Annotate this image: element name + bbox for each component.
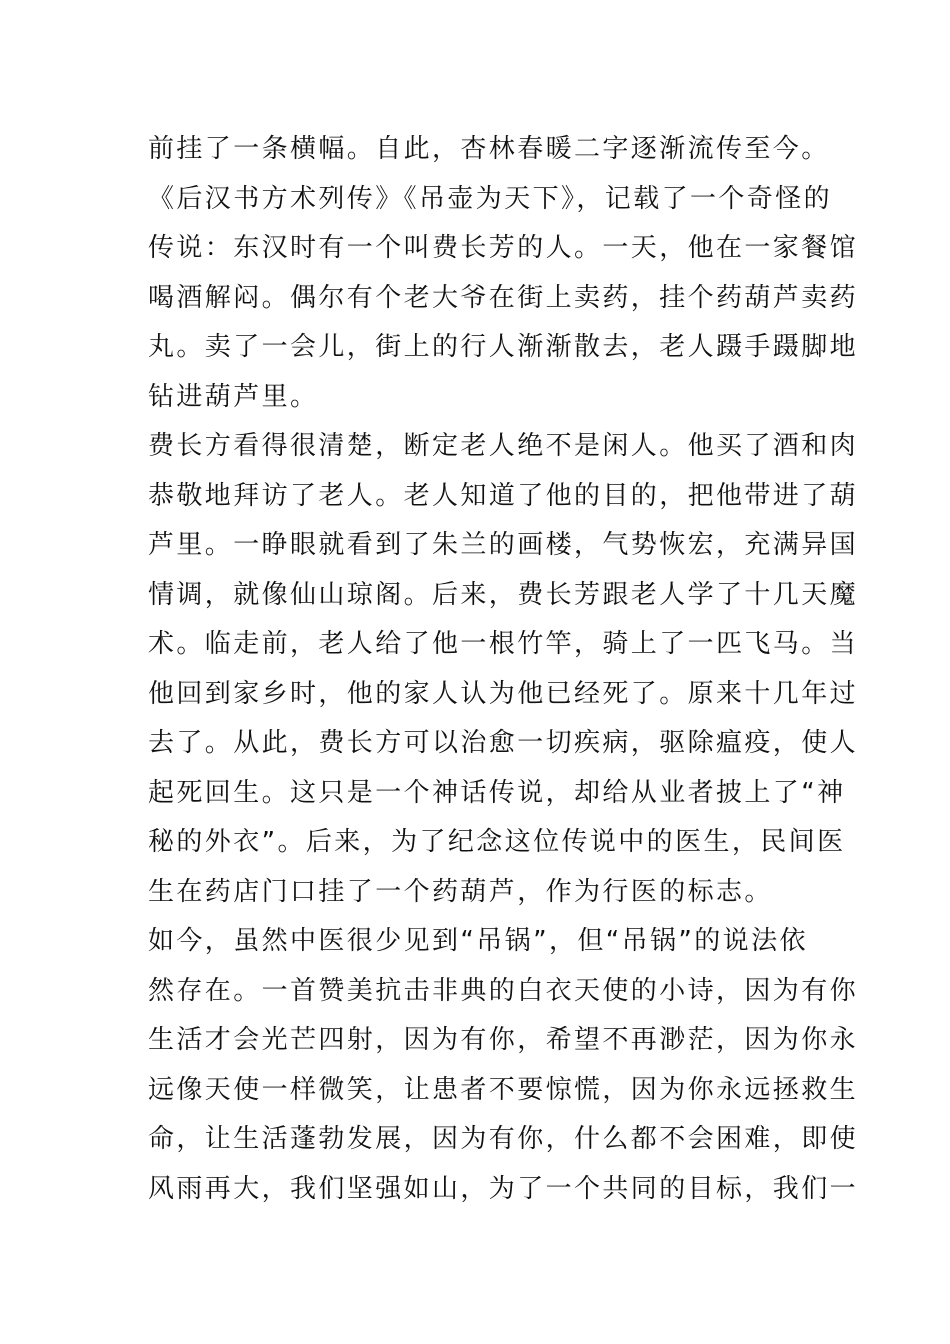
text-line: 丸。卖了一会儿，街上的行人渐渐散去，老人蹑手蹑脚地 [148, 332, 859, 362]
text-line: 恭敬地拜访了老人。老人知道了他的目的，把他带进了葫 [148, 480, 859, 511]
text-line: 去了。从此，费长方可以治愈一切疾病，驱除瘟疫，使人 [148, 728, 859, 758]
text-line: 然存在。一首赞美抗击非典的白衣天使的小诗，因为有你 [148, 975, 859, 1006]
text-line: 喝酒解闷。偶尔有个老大爷在街上卖药，挂个药葫芦卖药 [148, 282, 859, 313]
text-line: 芦里。一睁眼就看到了朱兰的画楼，气势恢宏，充满异国 [148, 530, 859, 560]
text-line: 秘的外衣”。后来，为了纪念这位传说中的医生，民间医 [148, 827, 846, 857]
text-line: 起死回生。这只是一个神话传说，却给从业者披上了“神 [148, 777, 846, 808]
text-line: 钻进葫芦里。 [148, 381, 319, 412]
text-line: 费长方看得很清楚，断定老人绝不是闲人。他买了酒和肉 [148, 431, 859, 461]
body-text [148, 125, 859, 1214]
text-line: 远像天使一样微笑，让患者不要惊慌，因为你永远拯救生 [148, 1074, 859, 1105]
text-line: 他回到家乡时，他的家人认为他已经死了。原来十几年过 [148, 678, 859, 709]
text-line: 《后汉书方术列传》《吊壶为天下》，记载了一个奇怪的 [148, 183, 833, 214]
text-line: 命，让生活蓬勃发展，因为有你，什么都不会困难，即使 [148, 1124, 859, 1154]
text-line: 前挂了一条横幅。自此，杏林春暖二字逐渐流传至今。 [148, 134, 830, 164]
text-line: 术。临走前，老人给了他一根竹竿，骑上了一匹飞马。当 [148, 629, 859, 659]
text-line: 生在药店门口挂了一个药葫芦，作为行医的标志。 [148, 876, 773, 907]
text-line: 情调，就像仙山琼阁。后来，费长芳跟老人学了十几天魔 [148, 579, 859, 610]
text-line: 传说：东汉时有一个叫费长芳的人。一天，他在一家餐馆 [148, 233, 859, 263]
text-line: 如今，虽然中医很少见到“吊锅”，但“吊锅”的说法依 [148, 926, 808, 956]
text-line: 风雨再大，我们坚强如山，为了一个共同的目标，我们一 [148, 1173, 859, 1204]
text-line: 生活才会光芒四射，因为有你，希望不再渺茫，因为你永 [148, 1025, 859, 1055]
